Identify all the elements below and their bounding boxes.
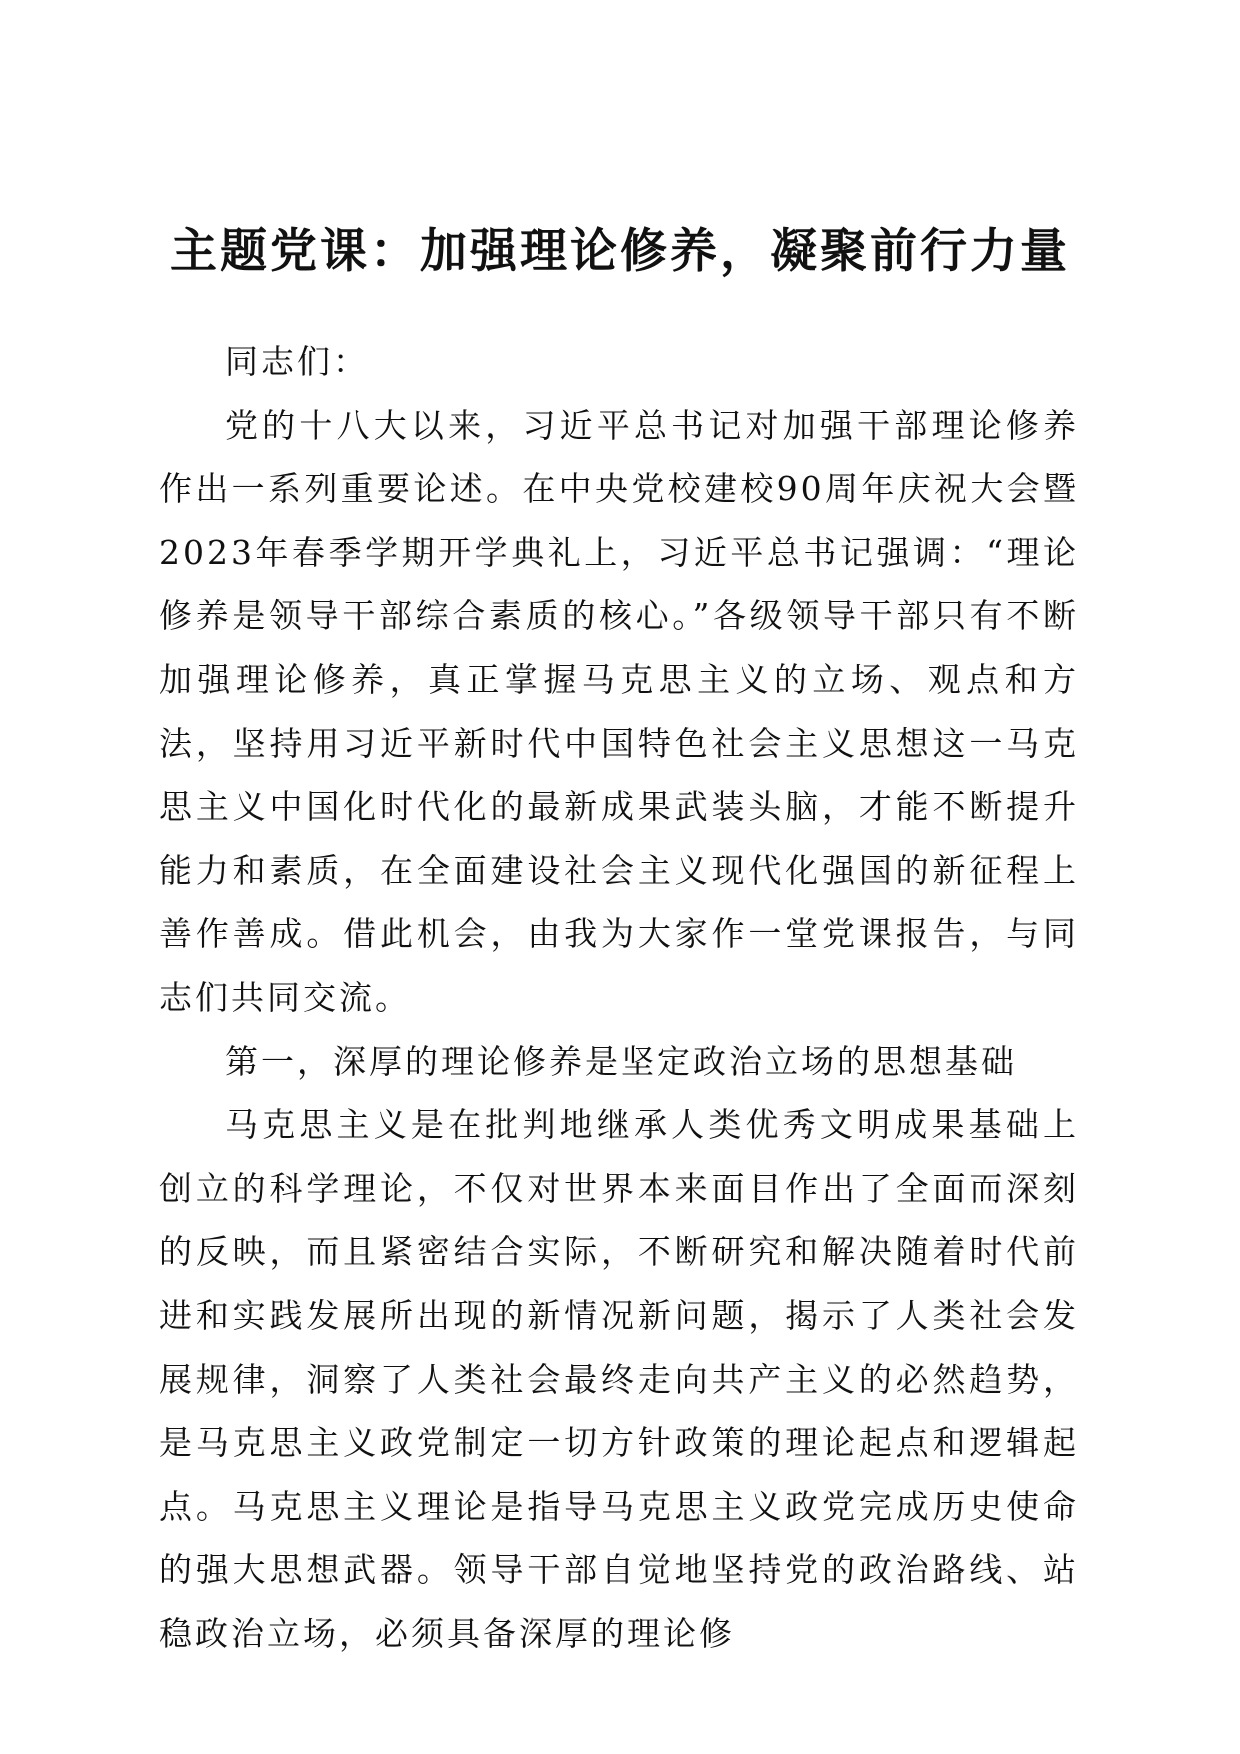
salutation-paragraph: 同志们： [225,342,369,381]
document-body [159,330,1079,1665]
document-title: 主题党课：加强理论修养，凝聚前行力量 [170,224,1070,279]
intro-paragraph: 党的十八大以来，习近平总书记对加强干部理论修养作出一系列重要论述。在中央党校建校90周年庆祝大会暨2023年春季学期开学典礼上，习近平总书记强调：“理论修养是领导干部综合素质的核心。”各级领导干部只有不断加强理论修养，真正掌握马克思主义的立场、观点和方法，坚持用习近平新时代中国特色社会主义思想这一马克思主义中国化时代化的最新成果武装头脑，才能不断提升能力和素质，在全面建设社会主义现代化强国的新征程上善作善成。借此机会，由我为大家作一堂党课报告，与同志们共同交流。 [159,405,1079,1017]
section-heading-1: 第一，深厚的理论修养是坚定政治立场的思想基础 [225,1041,1017,1081]
section-1-paragraph: 马克思主义是在批判地继承人类优秀文明成果基础上创立的科学理论，不仅对世界本来面目作出了全面而深刻的反映，而且紧密结合实际，不断研究和解决随着时代前进和实践发展所出现的新情况新问题，揭示了人类社会发展规律，洞察了人类社会最终走向共产主义的必然趋势，是马克思主义政党制定一切方针政策的理论起点和逻辑起点。马克思主义理论是指导马克思主义政党完成历史使命的强大思想武器。领导干部自觉地坚持党的政治路线、站稳政治立场，必须具备深厚的理论修 [159,1105,1079,1653]
